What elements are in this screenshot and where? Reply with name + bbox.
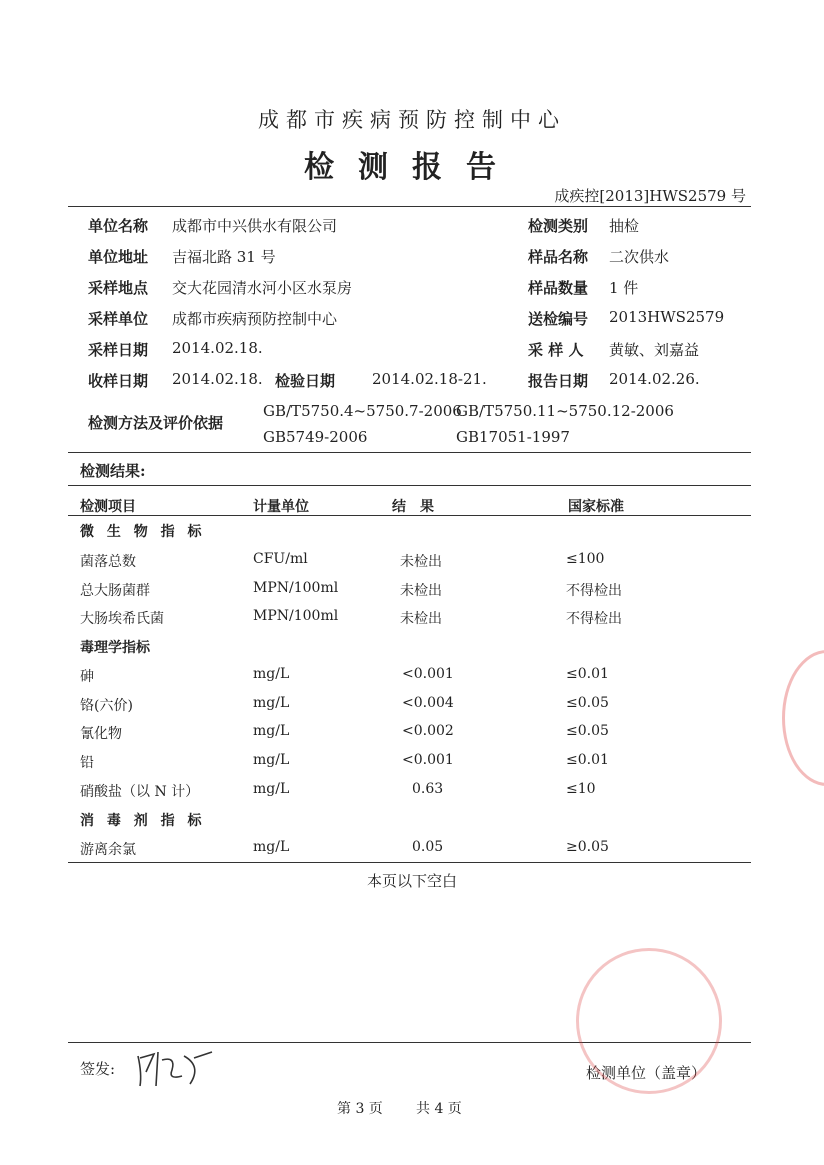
- row-item: 氰化物: [80, 726, 122, 742]
- row-standard: ≥0.05: [566, 839, 609, 855]
- blank-note: 本页以下空白: [366, 872, 457, 890]
- method-2: GB/T5750.11~5750.12-2006: [456, 402, 674, 420]
- row-unit: mg/L: [253, 666, 290, 682]
- row-item: 大肠埃希氏菌: [80, 611, 164, 627]
- row-unit: mg/L: [253, 695, 290, 711]
- organization-title: 成都市疾病预防控制中心: [258, 108, 566, 132]
- signature: [132, 1046, 222, 1096]
- submission-no-label: 送检编号: [528, 310, 589, 328]
- unit-addr-label: 单位地址: [88, 248, 149, 266]
- row-unit: mg/L: [253, 839, 290, 855]
- section-toxicology: 毒理学指标: [80, 640, 150, 656]
- divider-header: [68, 515, 751, 516]
- report-title: 检测报告: [304, 150, 520, 185]
- section-microbiology: 微 生 物 指 标: [80, 524, 206, 540]
- section-disinfectant: 消 毒 剂 指 标: [80, 813, 206, 829]
- test-date-label: 检验日期: [275, 372, 336, 390]
- col-header-unit: 计量单位: [253, 499, 309, 515]
- row-result: <0.002: [402, 723, 454, 739]
- sampler: 黄敏、刘嘉益: [609, 341, 700, 359]
- row-standard: ≤0.05: [566, 723, 609, 739]
- row-standard: ≤10: [566, 781, 596, 797]
- receive-date: 2014.02.18.: [172, 370, 263, 388]
- row-standard: ≤0.05: [566, 695, 609, 711]
- report-date: 2014.02.26.: [609, 370, 700, 388]
- sign-label: 签发:: [80, 1060, 116, 1078]
- row-standard: 不得检出: [566, 611, 622, 627]
- row-standard: 不得检出: [566, 583, 622, 599]
- unit-name-label: 单位名称: [88, 217, 149, 235]
- col-header-standard: 国家标准: [568, 499, 624, 515]
- row-result: <0.001: [402, 666, 454, 682]
- row-result: 0.63: [412, 781, 444, 797]
- row-result: <0.001: [402, 752, 454, 768]
- test-type-label: 检测类别: [528, 217, 589, 235]
- report-date-label: 报告日期: [528, 372, 589, 390]
- method-3: GB5749-2006: [263, 428, 368, 446]
- row-item: 砷: [80, 669, 94, 685]
- page-total: 共 4 页: [416, 1101, 462, 1117]
- method-1: GB/T5750.4~5750.7-2006: [263, 402, 462, 420]
- test-date: 2014.02.18-21.: [372, 370, 487, 388]
- col-header-item: 检测项目: [80, 499, 136, 515]
- results-heading: 检测结果:: [80, 462, 146, 480]
- receive-date-label: 收样日期: [88, 372, 149, 390]
- official-seal-stamp: [576, 948, 722, 1094]
- row-item: 游离余氯: [80, 842, 136, 858]
- divider-top: [68, 206, 751, 207]
- method-4: GB17051-1997: [456, 428, 570, 446]
- sampling-place: 交大花园清水河小区水泵房: [172, 279, 353, 297]
- sampling-unit: 成都市疾病预防控制中心: [172, 310, 338, 328]
- sampling-unit-label: 采样单位: [88, 310, 149, 328]
- row-standard: ≤0.01: [566, 752, 609, 768]
- row-item: 硝酸盐（以 N 计）: [80, 784, 200, 800]
- page-number: 第 3 页: [337, 1101, 383, 1117]
- row-unit: mg/L: [253, 781, 290, 797]
- row-result: 未检出: [400, 554, 442, 570]
- row-result: <0.004: [402, 695, 454, 711]
- report-number: 成疾控[2013]HWS2579 号: [554, 187, 746, 205]
- edge-seal-stamp: [782, 650, 824, 786]
- row-result: 0.05: [412, 839, 444, 855]
- sampling-place-label: 采样地点: [88, 279, 149, 297]
- col-header-result: 结 果: [392, 499, 434, 515]
- sample-qty-label: 样品数量: [528, 279, 589, 297]
- row-unit: mg/L: [253, 752, 290, 768]
- row-standard: ≤100: [566, 551, 605, 567]
- test-unit-seal-label: 检测单位（盖章）: [586, 1064, 707, 1082]
- sampler-label: 采 样 人: [528, 341, 584, 359]
- sample-name: 二次供水: [609, 248, 670, 266]
- sample-name-label: 样品名称: [528, 248, 589, 266]
- row-item: 菌落总数: [80, 554, 136, 570]
- method-label: 检测方法及评价依据: [88, 414, 224, 432]
- row-unit: MPN/100ml: [253, 580, 339, 596]
- sampling-date-label: 采样日期: [88, 341, 149, 359]
- row-unit: MPN/100ml: [253, 608, 339, 624]
- row-item: 总大肠菌群: [80, 583, 150, 599]
- row-unit: CFU/ml: [253, 551, 308, 567]
- divider-results-bottom: [68, 862, 751, 863]
- row-result: 未检出: [400, 611, 442, 627]
- unit-addr: 吉福北路 31 号: [172, 248, 276, 266]
- submission-no: 2013HWS2579: [609, 308, 725, 326]
- sample-qty: 1 件: [609, 279, 639, 297]
- row-result: 未检出: [400, 583, 442, 599]
- test-type: 抽检: [609, 217, 640, 235]
- sampling-date: 2014.02.18.: [172, 339, 263, 357]
- divider-info: [68, 452, 751, 453]
- row-item: 铬(六价): [80, 698, 133, 714]
- row-standard: ≤0.01: [566, 666, 609, 682]
- row-item: 铅: [80, 755, 94, 771]
- divider-results-top: [68, 485, 751, 486]
- unit-name: 成都市中兴供水有限公司: [172, 217, 338, 235]
- row-unit: mg/L: [253, 723, 290, 739]
